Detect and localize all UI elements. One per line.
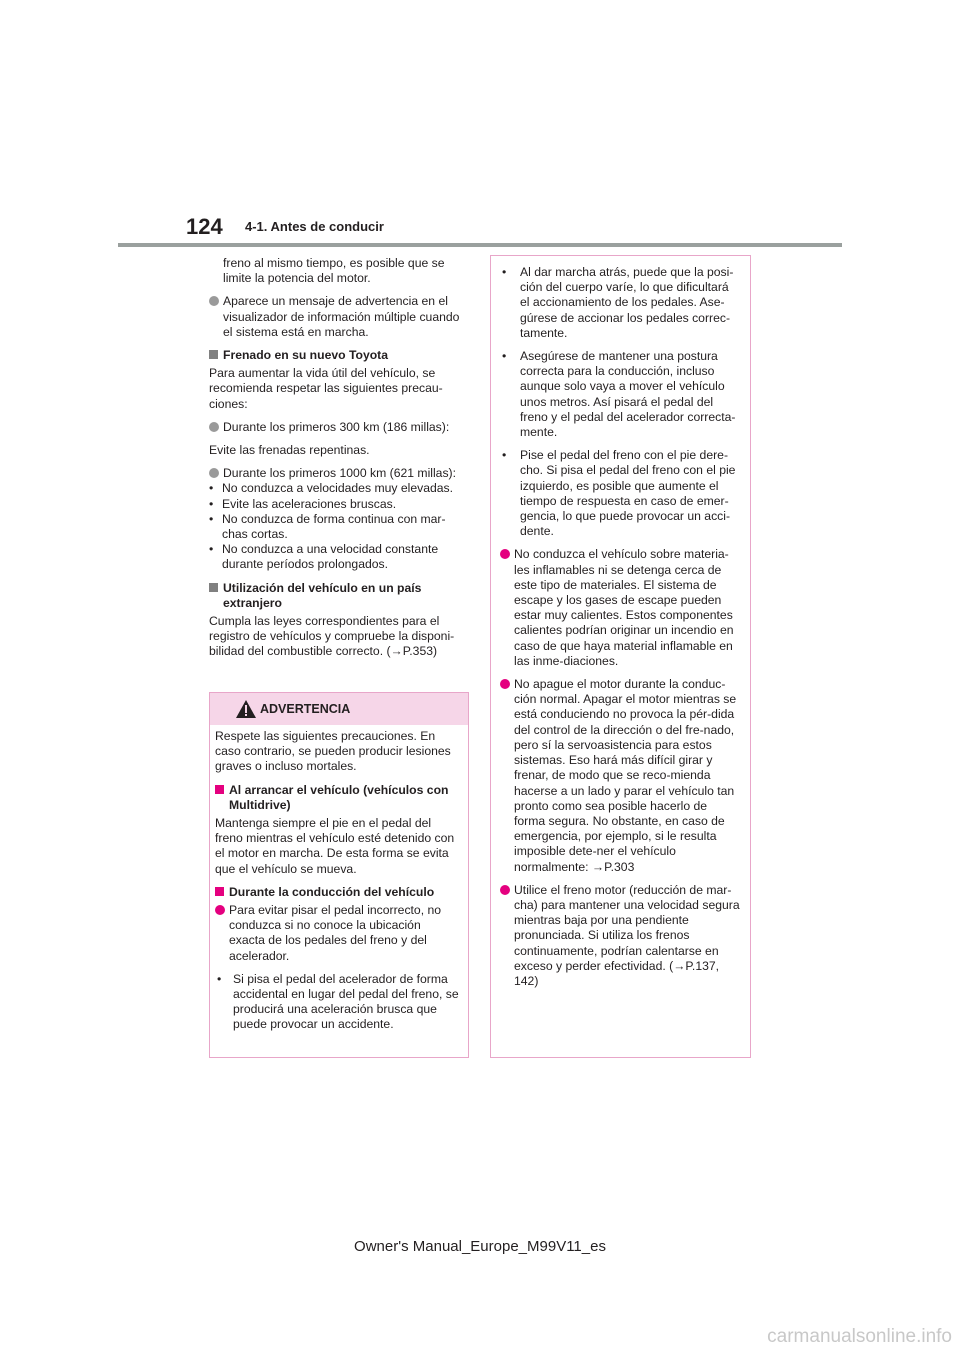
sub-list — [209, 481, 471, 572]
paragraph: Cumpla las leyes correspondientes para el registro de vehículos y compruebe la disponi-bilidad del combustible correcto. (→P.353) — [209, 614, 455, 659]
bullet-dot-icon — [209, 468, 219, 478]
warning-body — [215, 729, 460, 1033]
left-column — [209, 256, 471, 668]
list-item: No apague el motor durante la conduc-ción normal. Apagar el motor mientras se está conduciendo no provoca la pér-dida del control de la dirección o del fre-nado, pero sí la servoasistencia para estos sistemas. Eso hará más difícil girar y frenar, de modo que se reco-mienda hacerse a un lado y parar el vehículo tan pronto como sea posible hacerlo de forma segura. No obstante, en caso de emergencia, por ejemplo, si le resulta imposible dete-ner el vehículo normalmente: →P.303 — [500, 677, 740, 875]
heading-conduccion: Durante la conducción del vehículo — [215, 885, 460, 900]
paragraph: Respete las siguientes precauciones. En caso contrario, se pueden producir lesiones graves o incluso mortales. — [215, 729, 451, 774]
list-item: Aparece un mensaje de advertencia en el visualizador de información múltiple cuando el sistema está en marcha. — [209, 294, 471, 340]
list-item: Para evitar pisar el pedal incorrecto, no conduzca si no conoce la ubicación exacta de los pedales del freno y del acelerador. — [215, 903, 460, 964]
paragraph: Mantenga siempre el pie en el pedal del freno mientras el vehículo esté detenido con el motor en marcha. De esta forma se evita que el vehículo se mueva. — [215, 816, 455, 876]
warning-continued-body — [500, 265, 740, 997]
bullet-dot-icon — [215, 905, 225, 915]
square-bullet-icon — [209, 350, 218, 359]
list-item: Durante los primeros 1000 km (621 millas): — [209, 466, 471, 481]
page-number: 124 — [186, 214, 223, 239]
square-bullet-icon — [209, 583, 218, 592]
warning-triangle-icon — [235, 699, 257, 719]
sub-item: • Evite las aceleraciones bruscas. — [209, 496, 397, 511]
section-title: 4-1. Antes de conducir — [245, 219, 384, 234]
paragraph: Evite las frenadas repentinas. — [209, 443, 370, 458]
watermark: carmanualsonline.info — [767, 1326, 952, 1347]
list-item: Utilice el freno motor (reducción de mar-cha) para mantener una velocidad segura mientras baja por una pendiente pronunciada. Si utiliza los frenos continuamente, podrían calentarse en exceso y perder efectividad. (→P.137, 142) — [500, 883, 740, 989]
warning-title: ADVERTENCIA — [260, 702, 351, 716]
heading-arrancar: Al arrancar el vehículo (vehículos con Multidrive) — [215, 783, 460, 813]
sub-item: • No conduzca a una velocidad constante durante períodos prolongados. — [209, 542, 439, 572]
bullet-dot-icon — [500, 679, 510, 689]
bullet-dot-icon — [500, 885, 510, 895]
square-bullet-icon — [215, 785, 224, 794]
sub-item: • Al dar marcha atrás, puede que la posi-ción del cuerpo varíe, lo que dificultará el accionamiento de los pedales. Ase-gúrese de accionar los pedales correc-tamente. — [502, 265, 734, 340]
square-bullet-icon — [215, 887, 224, 896]
sub-item: • Si pisa el pedal del acelerador de forma accidental en lugar del pedal del freno, se producirá una aceleración brusca que puede provocar un accidente. — [217, 971, 459, 1032]
paragraph: Para aumentar la vida útil del vehículo, se recomienda respetar las siguientes precau-ciones: — [209, 366, 443, 411]
bullet-dot-icon — [209, 422, 219, 432]
sub-item: • No conduzca a velocidades muy elevadas. — [209, 481, 454, 496]
heading-extranjero: Utilización del vehículo en un país extranjero — [209, 581, 471, 611]
bullet-dot-icon — [500, 549, 510, 559]
warning-continued-box — [490, 255, 751, 1058]
list-item: No conduzca el vehículo sobre materia-les inflamables ni se detenga cerca de este tipo de materiales. El sistema de escape y los gases de escape pueden estar muy calientes. Estos componentes calientes podrían originar un incendio en caso de que haya material inflamable en las inme-diaciones. — [500, 547, 740, 669]
list-item: Durante los primeros 300 km (186 millas): — [209, 420, 471, 435]
sub-item: • Asegúrese de mantener una postura correcta para la conducción, incluso aunque solo vaya a mover el vehículo unos metros. Así pisará el pedal del freno y el pedal del acelerador correcta-mente. — [502, 349, 736, 440]
header-rule — [118, 243, 842, 247]
warning-box — [209, 692, 469, 1058]
warning-header — [210, 693, 468, 725]
bullet-dot-icon — [209, 296, 219, 306]
heading-frenado: Frenado en su nuevo Toyota — [209, 348, 471, 363]
sub-item: • No conduzca de forma continua con mar-chas cortas. — [209, 511, 446, 542]
sub-item: • Pise el pedal del freno con el pie dere-cho. Si pisa el pedal del freno con el pie izquierdo, es posible que aumente el tiempo de respuesta en caso de emer-gencia, lo que puede provocar un acci-dente. — [502, 448, 736, 539]
footer-text: Owner's Manual_Europe_M99V11_es — [354, 1238, 606, 1255]
intro-text: freno al mismo tiempo, es posible que se limite la potencia del motor. — [223, 256, 445, 286]
